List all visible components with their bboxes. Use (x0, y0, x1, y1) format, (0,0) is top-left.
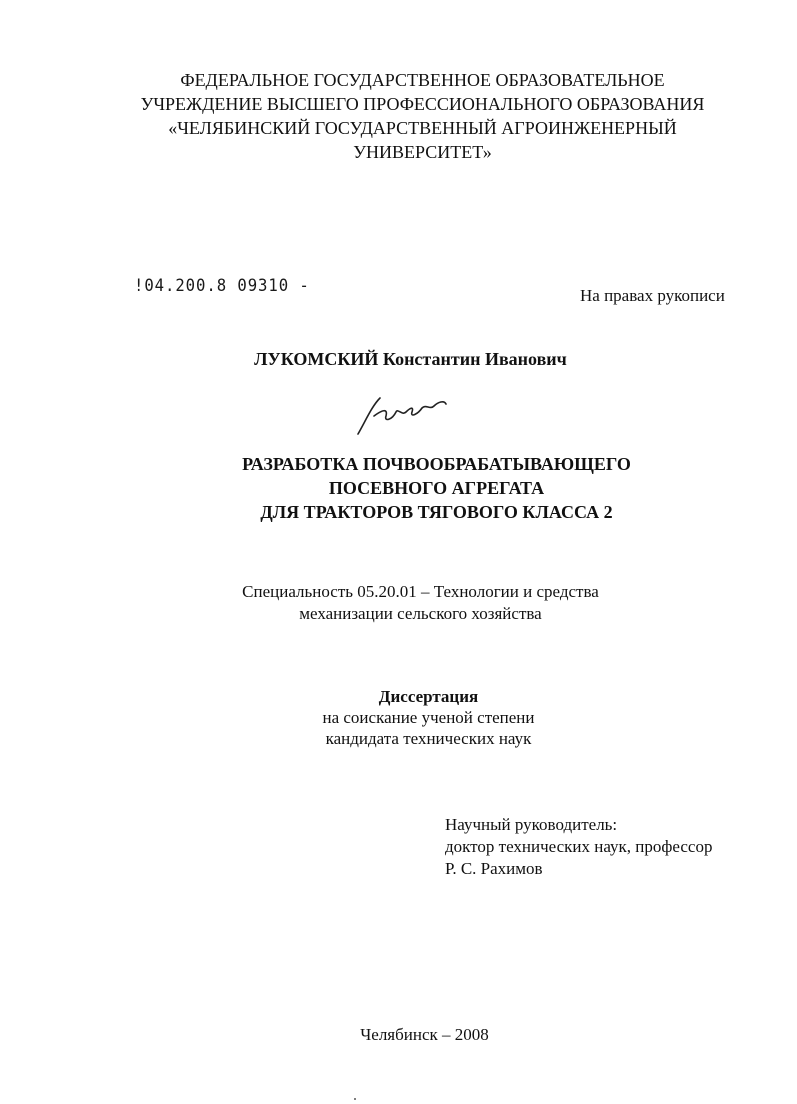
registration-stamp: !04.200.8 09310 - (134, 276, 310, 296)
manuscript-rights-note: На правах рукописи (580, 286, 725, 305)
supervisor-block (445, 814, 712, 880)
specialty-block (0, 581, 797, 625)
degree-line: кандидата технических наук (325, 729, 532, 748)
organization-line: УЧРЕЖДЕНИЕ ВЫСШЕГО ПРОФЕССИОНАЛЬНОГО ОБРАЗОВАНИЯ (140, 94, 705, 114)
organization-header (24, 68, 797, 164)
degree-line: на соискание ученой степени (322, 708, 535, 727)
supervisor-line: доктор технических наук, профессор (445, 837, 713, 856)
dissertation-heading: Диссертация (378, 687, 479, 706)
organization-line: «ЧЕЛЯБИНСКИЙ ГОСУДАРСТВЕННЫЙ АГРОИНЖЕНЕРНЫЙ (168, 118, 677, 138)
author-name: ЛУКОМСКИЙ Константин Иванович (254, 349, 567, 369)
scan-speck (354, 1098, 356, 1100)
title-line: ПОСЕВНОГО АГРЕГАТА (328, 478, 545, 498)
author-signature (352, 390, 452, 438)
specialty-line: Специальность 05.20.01 – Технологии и средства (242, 582, 599, 601)
organization-line: ФЕДЕРАЛЬНОЕ ГОСУДАРСТВЕННОЕ ОБРАЗОВАТЕЛЬНОЕ (180, 70, 665, 90)
specialty-line: механизации сельского хозяйства (299, 604, 542, 623)
supervisor-line: Р. С. Рахимов (445, 859, 543, 878)
dissertation-degree-block (0, 686, 797, 749)
dissertation-title (0, 452, 797, 524)
title-line: РАЗРАБОТКА ПОЧВООБРАБАТЫВАЮЩЕГО (242, 454, 631, 474)
supervisor-line: Научный руководитель: (445, 815, 618, 834)
city-year: Челябинск – 2008 (360, 1025, 489, 1044)
title-line: ДЛЯ ТРАКТОРОВ ТЯГОВОГО КЛАССА 2 (260, 502, 613, 522)
organization-line: УНИВЕРСИТЕТ» (353, 142, 492, 162)
